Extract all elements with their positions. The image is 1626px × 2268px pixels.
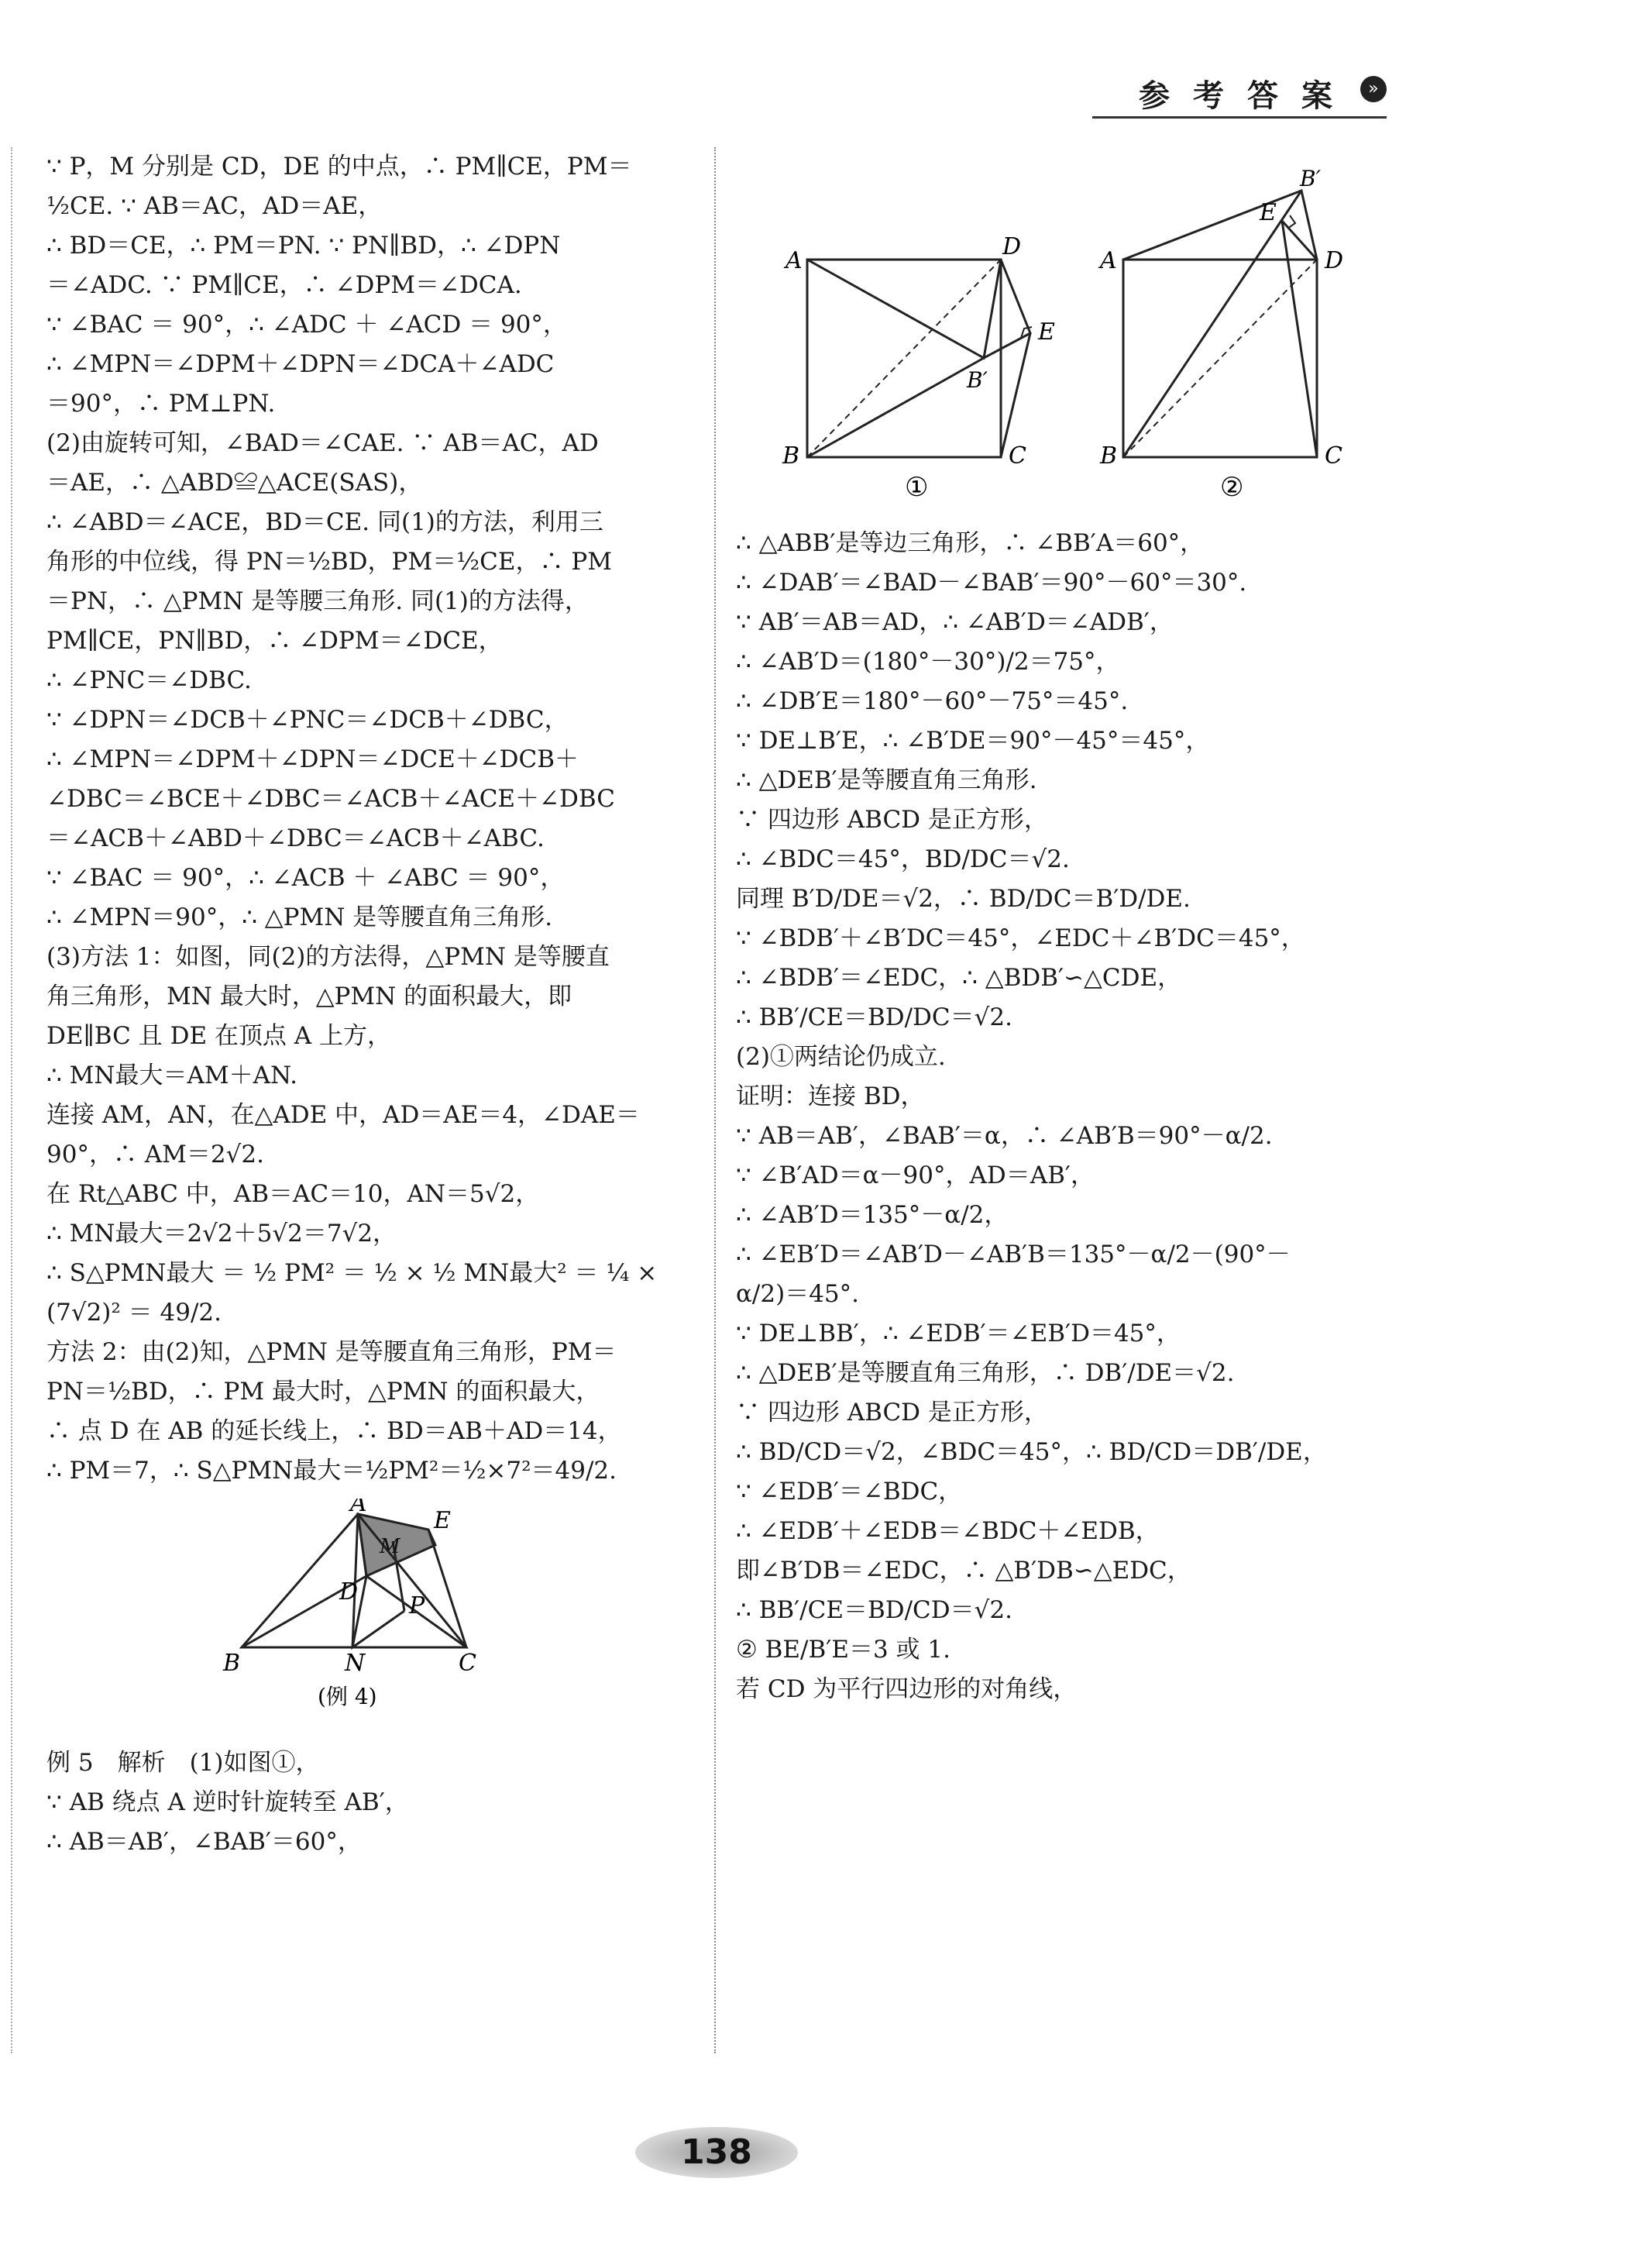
text-line: 证明：连接 BD，: [736, 1082, 925, 1110]
label-n: N: [345, 1650, 366, 1677]
text-line: ∴ △ABB′是等边三角形，∴ ∠BB′A＝60°，: [736, 529, 1205, 557]
fig1-label-bp: B′: [967, 367, 988, 393]
text-line: ½CE. ∵ AB＝AC，AD＝AE，: [46, 192, 383, 220]
text-line: PN＝½BD，∴ PM 最大时，△PMN 的面积最大，: [46, 1378, 600, 1406]
text-line: 角形的中位线，得 PN＝½BD，PM＝½CE，∴ PM: [46, 548, 612, 576]
text-line: (2)①两结论仍成立.: [736, 1043, 946, 1071]
text-line: ∴ ∠DAB′＝∠BAD－∠BAB′＝90°－60°＝30°.: [736, 569, 1247, 597]
text-line: ∴ AB＝AB′，∠BAB′＝60°，: [46, 1828, 362, 1856]
text-line: ∴ S△PMN最大 ＝ ½ PM² ＝ ½ × ½ MN最大² ＝ ¼ ×: [46, 1259, 658, 1287]
fig2-label-c: C: [1325, 442, 1342, 470]
page-header: [1092, 71, 1387, 118]
text-line: DE∥BC 且 DE 在顶点 A 上方，: [46, 1022, 392, 1050]
text-line: ∵ ∠BDB′＋∠B′DC＝45°，∠EDC＋∠B′DC＝45°，: [736, 924, 1305, 952]
text-line: ∵ P，M 分别是 CD，DE 的中点，∴ PM∥CE，PM＝: [46, 153, 632, 181]
fig2-label-a: A: [1100, 247, 1117, 274]
text-line: ＝AE，∴ △ABD≌△ACE(SAS)，: [46, 469, 423, 497]
fig1-label-c: C: [1009, 442, 1026, 470]
text-line: ∵ AB 绕点 A 逆时针旋转至 AB′，: [46, 1788, 409, 1816]
left-text-block: [46, 147, 689, 1491]
fig2-label-bp: B′: [1300, 166, 1321, 191]
fig1-label-e: E: [1038, 318, 1055, 346]
figures-1-2: [736, 155, 1394, 516]
square-abcd-2: [1123, 260, 1317, 457]
text-line: ∵ DE⊥BB′，∴ ∠EDB′＝∠EB′D＝45°，: [736, 1320, 1181, 1347]
text-line: ∴ △DEB′是等腰直角三角形，∴ DB′/DE＝√2.: [736, 1359, 1235, 1387]
fig2-label-d: D: [1325, 247, 1344, 274]
text-line: 若 CD 为平行四边形的对角线，: [736, 1675, 1078, 1703]
label-d: D: [339, 1578, 359, 1605]
segments-ab-bd-2: [1123, 191, 1317, 260]
figure-2: [1098, 166, 1343, 503]
diagonal-bd-1: [807, 260, 1001, 457]
column-divider: [714, 147, 716, 2053]
text-line: ∵ ∠B′AD＝α－90°，AD＝AB′，: [736, 1162, 1095, 1189]
fig1-label-a: A: [785, 247, 803, 274]
segment-ec: [428, 1530, 466, 1647]
text-line: ∴ PM＝7，∴ S△PMN最大＝½PM²＝½×7²＝49/2.: [46, 1457, 617, 1485]
text-line: ＝90°，∴ PM⊥PN.: [46, 390, 276, 418]
text-line: ∴ 点 D 在 AB 的延长线上，∴ BD＝AB＋AD＝14，: [46, 1417, 622, 1445]
segment-ec-2: [1282, 221, 1317, 457]
square-abcd-1: [807, 260, 1001, 457]
text-line: ∴ BD/CD＝√2，∠BDC＝45°，∴ BD/CD＝DB′/DE，: [736, 1438, 1327, 1466]
figures-1-2-diagram: [736, 155, 1394, 504]
figure-example-4-diagram: [46, 1499, 689, 1723]
text-line: ∴ ∠MPN＝90°，∴ △PMN 是等腰直角三角形.: [46, 903, 553, 931]
text-line: 90°，∴ AM＝2√2.: [46, 1141, 264, 1168]
segments-ab-bd-1: [807, 260, 1001, 358]
text-line: ∴ ∠EDB′＋∠EDB＝∠BDC＋∠EDB，: [736, 1517, 1160, 1545]
text-line: ∵ 四边形 ABCD 是正方形，: [736, 1399, 1048, 1427]
text-line: ∴ BB′/CE＝BD/DC＝√2.: [736, 1003, 1012, 1031]
text-line: ∴ ∠EB′D＝∠AB′D－∠AB′B＝135°－α/2－(90°－: [736, 1241, 1291, 1268]
header-rule: [1092, 116, 1387, 119]
text-line: ∵ ∠EDB′＝∠BDC，: [736, 1478, 963, 1506]
text-line: ∴ MN最大＝2√2＋5√2＝7√2，: [46, 1220, 397, 1248]
figure-caption: (例 4): [318, 1684, 377, 1709]
text-line: ∴ ∠AB′D＝135°－α/2，: [736, 1201, 1009, 1229]
text-line: ∠DBC＝∠BCE＋∠DBC＝∠ACB＋∠ACE＋∠DBC: [46, 785, 615, 813]
right-column: [736, 147, 1394, 1709]
text-line: ∵ 四边形 ABCD 是正方形，: [736, 806, 1048, 834]
page-number: 138: [635, 2127, 798, 2178]
text-line: ∵ AB＝AB′，∠BAB′＝α，∴ ∠AB′B＝90°－α/2.: [736, 1122, 1273, 1150]
example-5-intro: [46, 1743, 689, 1862]
fig2-label-e: E: [1260, 199, 1277, 226]
figure-1-caption: ①: [905, 472, 929, 503]
text-line: ∵ ∠BAC ＝ 90°，∴ ∠ACB ＋ ∠ABC ＝ 90°，: [46, 864, 565, 892]
text-line: 即∠B′DB＝∠EDC，∴ △B′DB∽△EDC，: [736, 1557, 1191, 1585]
text-line: ∵ ∠DPN＝∠DCB＋∠PNC＝∠DCB＋∠DBC，: [46, 706, 569, 734]
text-line: ＝∠ACB＋∠ABD＋∠DBC＝∠ACB＋∠ABC.: [46, 824, 545, 852]
text-line: 例 5 解析 (1)如图①，: [46, 1749, 320, 1777]
text-line: 在 Rt△ABC 中，AB＝AC＝10，AN＝5√2，: [46, 1180, 540, 1208]
label-e: E: [434, 1507, 451, 1534]
fig1-label-d: D: [1002, 233, 1022, 260]
text-line: 角三角形，MN 最大时，△PMN 的面积最大，即: [46, 983, 572, 1010]
text-line: ∵ DE⊥B′E，∴ ∠B′DE＝90°－45°＝45°，: [736, 727, 1210, 755]
text-line: 方法 2：由(2)知，△PMN 是等腰直角三角形，PM＝: [46, 1338, 617, 1366]
figure-example-4: [46, 1499, 689, 1736]
text-line: ∴ ∠BDB′＝∠EDC，∴ △BDB′∽△CDE，: [736, 964, 1182, 992]
text-line: (7√2)² ＝ 49/2.: [46, 1299, 222, 1327]
text-line: ∴ ∠MPN＝∠DPM＋∠DPN＝∠DCA＋∠ADC: [46, 350, 555, 378]
label-p: P: [409, 1592, 425, 1619]
text-line: ＝PN，∴ △PMN 是等腰三角形. 同(1)的方法得，: [46, 587, 589, 615]
text-line: ∴ ∠PNC＝∠DBC.: [46, 666, 252, 694]
text-line: 同理 B′D/DE＝√2，∴ BD/DC＝B′D/DE.: [736, 885, 1191, 913]
text-line: ∵ ∠BAC ＝ 90°，∴ ∠ADC ＋ ∠ACD ＝ 90°，: [46, 311, 567, 339]
text-line: ∴ ∠ABD＝∠ACE，BD＝CE. 同(1)的方法，利用三: [46, 508, 603, 536]
text-line: 连接 AM，AN，在△ADE 中，AD＝AE＝4，∠DAE＝: [46, 1101, 640, 1129]
text-line: PM∥CE，PN∥BD，∴ ∠DPM＝∠DCE，: [46, 627, 503, 655]
label-a: A: [350, 1499, 367, 1517]
label-b: B: [223, 1650, 241, 1677]
figure-1: [782, 233, 1055, 503]
header-title: 参考答案: [1139, 77, 1356, 114]
left-column: [46, 147, 689, 1862]
text-line: ② BE/B′E＝3 或 1.: [736, 1636, 951, 1664]
text-line: ∵ AB′＝AB＝AD，∴ ∠AB′D＝∠ADB′，: [736, 608, 1174, 636]
label-m: M: [380, 1535, 400, 1558]
text-line: α/2)＝45°.: [736, 1280, 859, 1308]
margin-rule: [11, 147, 12, 2053]
segment-bb-2: [1123, 191, 1301, 457]
fig2-label-b: B: [1100, 442, 1118, 470]
figure-2-caption: ②: [1220, 472, 1244, 503]
text-line: ＝∠ADC. ∵ PM∥CE，∴ ∠DPM＝∠DCA.: [46, 271, 522, 299]
text-line: ∴ BD＝CE，∴ PM＝PN. ∵ PN∥BD，∴ ∠DPN: [46, 232, 561, 260]
text-line: ∴ ∠AB′D＝(180°－30°)/2＝75°，: [736, 648, 1120, 676]
text-line: ∴ MN最大＝AM＋AN.: [46, 1062, 297, 1089]
text-line: ∴ ∠MPN＝∠DPM＋∠DPN＝∠DCE＋∠DCB＋: [46, 745, 579, 773]
text-line: ∴ BB′/CE＝BD/CD＝√2.: [736, 1596, 1012, 1624]
label-c: C: [459, 1650, 476, 1677]
text-line: (2)由旋转可知，∠BAD＝∠CAE. ∵ AB＝AC，AD: [46, 429, 599, 457]
right-text-block: [736, 524, 1394, 1709]
fig1-label-b: B: [782, 442, 800, 470]
diagonal-bd-2: [1123, 260, 1317, 457]
text-line: (3)方法 1：如图，同(2)的方法得，△PMN 是等腰直: [46, 943, 610, 971]
text-line: ∴ ∠DB′E＝180°－60°－75°＝45°.: [736, 687, 1129, 715]
text-line: ∴ ∠BDC＝45°，BD/DC＝√2.: [736, 845, 1070, 873]
text-line: ∴ △DEB′是等腰直角三角形.: [736, 766, 1037, 794]
forward-arrow-icon: »: [1360, 76, 1387, 102]
segment-ec-1: [1001, 333, 1030, 457]
